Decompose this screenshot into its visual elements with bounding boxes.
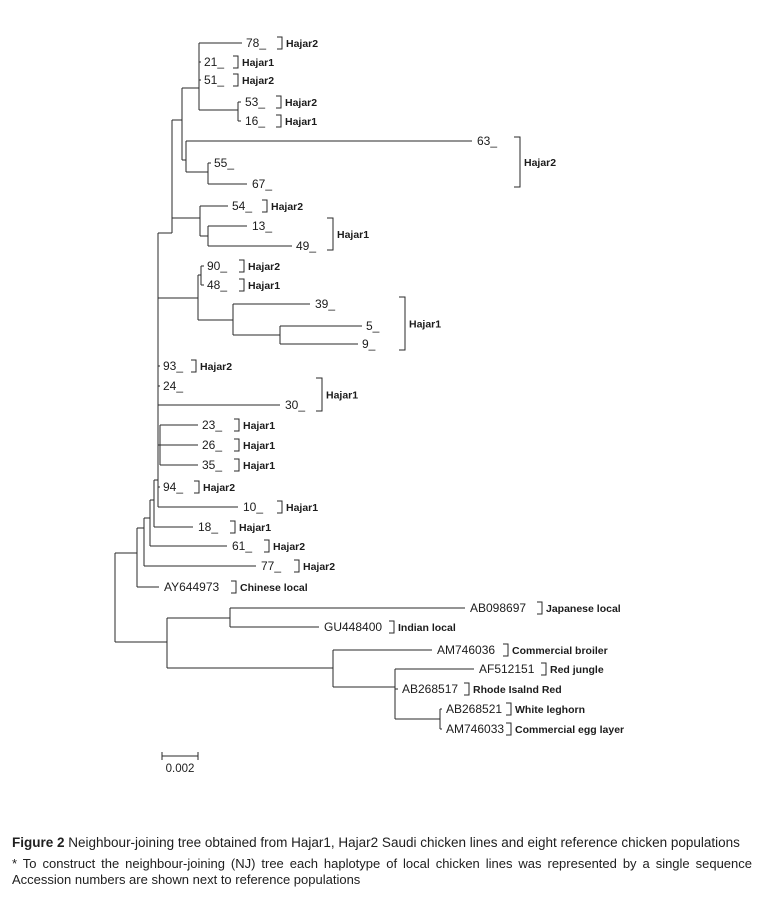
leaf-label-13_: 13_: [252, 219, 273, 233]
group-bracket-icon: [234, 439, 239, 451]
group-label: Hajar2: [303, 561, 336, 573]
group-label: Hajar2: [273, 541, 306, 553]
group-bracket-icon: [277, 37, 282, 49]
leaf-label-AB268517: AB268517: [402, 682, 459, 696]
leaf-label-77_: 77_: [261, 559, 282, 573]
leaf-label-AM746036: AM746036: [437, 643, 496, 657]
group-label: Rhode Isalnd Red: [473, 684, 562, 696]
leaf-label-16_: 16_: [245, 114, 266, 128]
leaf-label-51_: 51_: [204, 73, 225, 87]
group-bracket-icon: [194, 481, 199, 493]
group-label: Hajar1: [242, 57, 275, 69]
group-label: Hajar1: [409, 318, 442, 331]
leaf-label-26_: 26_: [202, 438, 223, 452]
figure-number-label: Figure 2: [12, 835, 65, 850]
leaf-label-GU448400: GU448400: [324, 620, 383, 634]
group-label: Hajar2: [242, 75, 275, 87]
leaf-label-5_: 5_: [366, 319, 380, 333]
leaf-label-9_: 9_: [362, 337, 376, 351]
group-label: Red jungle: [550, 664, 604, 676]
group-bracket-icon: [239, 279, 244, 291]
group-label: Commercial broiler: [512, 645, 608, 657]
group-bracket-icon: [264, 540, 269, 552]
group-label: White leghorn: [515, 704, 585, 716]
leaf-label-AB268521: AB268521: [446, 702, 503, 716]
group-label: Chinese local: [240, 582, 308, 594]
group-label: Indian local: [398, 622, 456, 634]
caption-title-text: Neighbour-joining tree obtained from Hajar1, Hajar2 Saudi chicken lines and eight reference chicken populations: [64, 835, 740, 850]
leaf-label-54_: 54_: [232, 199, 253, 213]
leaf-label-24_: 24_: [163, 379, 184, 393]
group-bracket-icon: [389, 621, 394, 633]
group-bracket-icon: [239, 260, 244, 272]
leaf-label-30_: 30_: [285, 398, 306, 412]
group-label: Hajar1: [286, 502, 319, 514]
group-bracket-icon: [537, 602, 542, 614]
group-label: Hajar2: [203, 482, 236, 494]
group-bracket-icon: [230, 521, 235, 533]
group-label: Hajar2: [248, 261, 281, 273]
leaf-label-49_: 49_: [296, 239, 317, 253]
group-label: Hajar1: [243, 460, 276, 472]
leaf-label-93_: 93_: [163, 359, 184, 373]
leaf-label-23_: 23_: [202, 418, 223, 432]
group-label: Hajar1: [337, 229, 370, 241]
leaf-label-AY644973: AY644973: [164, 580, 220, 594]
group-bracket-icon: [231, 581, 236, 593]
group-label: Hajar2: [271, 201, 304, 213]
group-label: Hajar1: [239, 522, 272, 534]
group-label: Hajar1: [248, 280, 281, 292]
leaf-label-39_: 39_: [315, 297, 336, 311]
group-bracket-icon: [276, 115, 281, 127]
group-bracket-icon: [399, 297, 405, 350]
group-bracket-icon: [191, 360, 196, 372]
group-bracket-icon: [464, 683, 469, 695]
group-bracket-icon: [316, 378, 322, 411]
group-bracket-icon: [327, 218, 333, 250]
leaf-label-35_: 35_: [202, 458, 223, 472]
scale-bar-label: 0.002: [165, 763, 195, 775]
leaf-label-90_: 90_: [207, 259, 228, 273]
group-bracket-icon: [506, 723, 511, 735]
group-label: Hajar1: [285, 116, 318, 128]
group-bracket-icon: [541, 663, 546, 675]
group-bracket-icon: [514, 137, 520, 187]
leaf-label-AM746033: AM746033: [446, 722, 505, 736]
group-bracket-icon: [262, 200, 267, 212]
leaf-label-55_: 55_: [214, 156, 235, 170]
group-label: Hajar1: [243, 420, 276, 432]
leaf-label-10_: 10_: [243, 500, 264, 514]
group-bracket-icon: [503, 644, 508, 656]
group-bracket-icon: [233, 56, 238, 68]
group-label: Hajar2: [285, 97, 318, 109]
group-bracket-icon: [277, 501, 282, 513]
leaf-label-61_: 61_: [232, 539, 253, 553]
group-bracket-icon: [233, 74, 238, 86]
leaf-label-48_: 48_: [207, 278, 228, 292]
leaf-label-AB098697: AB098697: [470, 601, 527, 615]
group-label: Commercial egg layer: [515, 724, 625, 736]
leaf-label-AF512151: AF512151: [479, 662, 535, 676]
group-bracket-icon: [294, 560, 299, 572]
leaf-label-67_: 67_: [252, 177, 273, 191]
caption-footnote: * To construct the neighbour-joining (NJ) tree each haplotype of local chicken lines was represented by a single sequence Accession numbers are shown next to reference populations: [12, 855, 752, 887]
leaf-label-53_: 53_: [245, 95, 266, 109]
leaf-label-18_: 18_: [198, 520, 219, 534]
group-label: Hajar2: [524, 157, 557, 169]
figure-caption: [0, 834, 764, 888]
group-bracket-icon: [234, 459, 239, 471]
group-label: Japanese local: [546, 603, 621, 615]
leaf-label-78_: 78_: [246, 36, 267, 50]
group-label: Hajar2: [286, 38, 319, 50]
group-bracket-icon: [234, 419, 239, 431]
leaf-label-63_: 63_: [477, 134, 498, 148]
group-label: Hajar2: [200, 361, 233, 373]
leaf-label-94_: 94_: [163, 480, 184, 494]
leaf-label-21_: 21_: [204, 55, 225, 69]
caption-title: [12, 834, 752, 852]
group-bracket-icon: [506, 703, 511, 715]
group-label: Hajar1: [243, 440, 276, 452]
group-label: Hajar1: [326, 389, 359, 402]
group-bracket-icon: [276, 96, 281, 108]
